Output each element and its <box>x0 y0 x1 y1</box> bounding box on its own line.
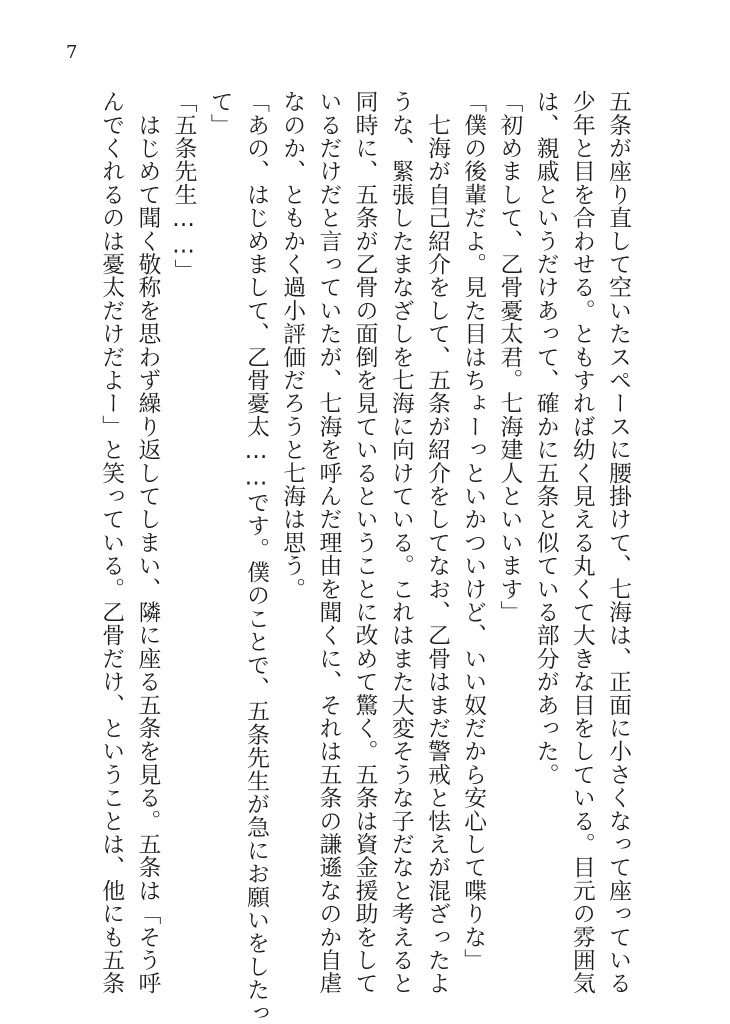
text-line: うな、緊張したまなざしを七海に向けている。これはまた大変そうな子だなと考えると <box>387 90 414 995</box>
text-line: はじめて聞く敬称を思わず繰り返してしまい、隣に座る五条を見る。五条は「そう呼 <box>134 90 161 995</box>
text-line: 「あの、はじめまして、乙骨憂太……です。僕のことで、五条先生が急にお願いをしたっ <box>242 90 269 1024</box>
text-line: 七海が自己紹介をして、五条が紹介をしてなお、乙骨はまだ警戒と怯えが混ざったよ <box>423 90 450 995</box>
text-line: んでくれるのは憂太だけだよー」と笑っている。乙骨だけ、ということは、他にも五条 <box>98 90 125 995</box>
text-line: は、親戚というだけあって、確かに五条と似ている部分があった。 <box>532 90 559 786</box>
text-line: 少年と目を合わせる。ともすれば幼く見える丸くて大きな目をしている。目元の雰囲気 <box>568 90 595 995</box>
page-number: 7 <box>66 42 78 63</box>
text-line: いるだけだと言っていたが、七海を呼んだ理由を聞くに、それは五条の謙遜なのか自虐 <box>315 90 342 995</box>
body-text <box>93 90 636 1024</box>
text-line: 「僕の後輩だよ。見た目はちょーっといかついけど、いい奴だから安心して喋りな」 <box>460 90 487 972</box>
text-line: なのか、ともかく過小評価だろうと七海は思う。 <box>279 90 306 601</box>
text-line: 五条が座り直して空いたスペースに腰掛けて、七海は、正面に小さくなって座っている <box>605 90 631 995</box>
text-line: 「五条先生……」 <box>170 90 197 282</box>
text-line: 「初めまして、乙骨憂太君。七海建人といいます」 <box>496 90 523 624</box>
text-line: 同時に、五条が乙骨の面倒を見ているということに改めて驚く。五条は資金援助をして <box>351 90 378 995</box>
text-line: て」 <box>206 90 233 137</box>
